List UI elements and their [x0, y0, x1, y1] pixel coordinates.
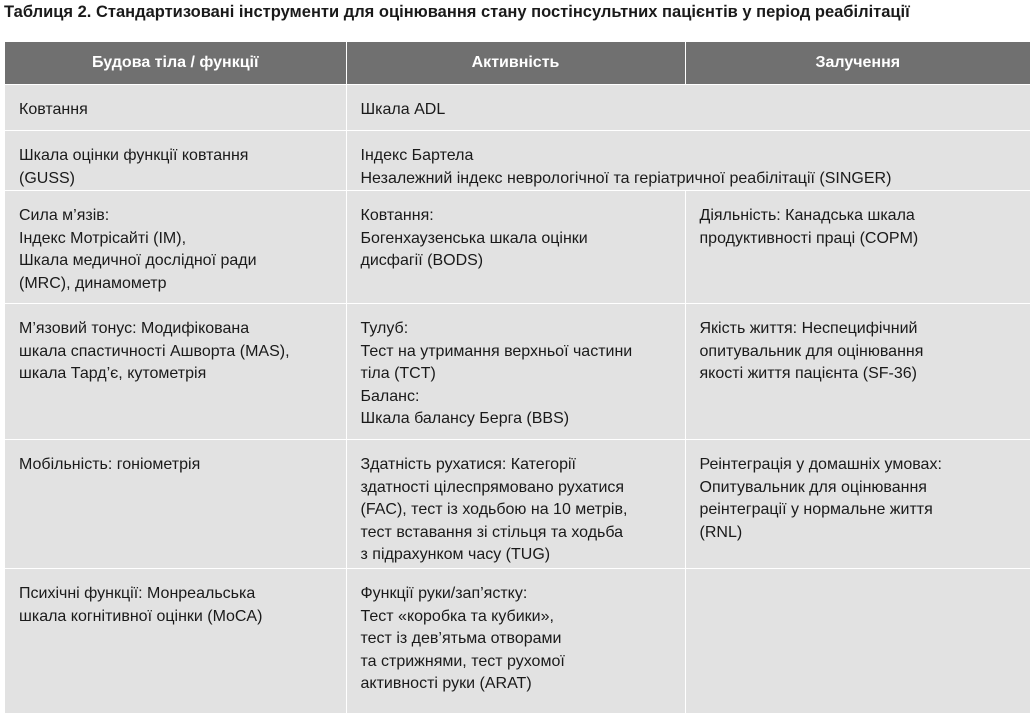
cell-activity — [346, 304, 685, 440]
cell-body-functions — [5, 85, 346, 131]
cell-line: Діяльність: Канадська шкала — [699, 207, 915, 224]
cell-participation — [685, 304, 1030, 440]
cell-line: опитувальник для оцінювання — [699, 342, 924, 360]
cell-line: (GUSS) — [19, 169, 75, 187]
cell-line: Тулуб: — [360, 320, 409, 337]
cell-line: (MRC), динамометр — [19, 274, 167, 292]
cell-line: М’язовий тонус: Модифікована — [19, 320, 250, 337]
cell-line: Здатність рухатися: Категорії — [360, 456, 576, 473]
cell-line: (FAC), тест із ходьбою на 10 метрів, — [360, 501, 628, 518]
cell-line: продуктивності праці (COPM) — [699, 229, 919, 247]
cell-line: Шкала медичної дослідної ради — [19, 252, 257, 269]
cell-line: тіла (TCT) — [360, 365, 436, 382]
cell-activity — [346, 131, 1030, 191]
cell-line: Шкала оцінки функції ковтання — [19, 147, 249, 164]
cell-line: реінтеграції у нормальне життя — [699, 501, 933, 518]
table-row — [5, 85, 1030, 131]
cell-line: Сила м’язів: — [19, 207, 110, 224]
cell-line: Баланс: — [360, 387, 420, 405]
cell-line: Мобільність: гоніометрія — [19, 456, 201, 473]
cell-line: шкала когнітивної оцінки (MoCA) — [19, 607, 263, 625]
cell-line: Індекс Бартела — [360, 147, 474, 164]
cell-line: тест із дев’ятьма отворами — [360, 630, 562, 647]
header-activity: Активність — [346, 42, 685, 85]
cell-line: Ковтання — [19, 101, 88, 118]
cell-line: (RNL) — [699, 523, 743, 541]
cell-body-functions — [5, 304, 346, 440]
cell-line: та стрижнями, тест рухомої — [360, 652, 565, 670]
cell-line: Шкала ADL — [360, 101, 446, 118]
cell-line: Тест на утримання верхньої частини — [360, 342, 633, 360]
cell-line: Психічні функції: Монреальська — [19, 585, 256, 602]
cell-line: Реінтеграція у домашніх умовах: — [699, 456, 942, 473]
cell-body-functions — [5, 191, 346, 304]
cell-line: Якість життя: Неспецифічний — [699, 320, 918, 337]
cell-activity — [346, 440, 685, 569]
cell-line: Тест «коробка та кубики», — [360, 607, 554, 625]
cell-body-functions — [5, 440, 346, 569]
cell-line: здатності цілеспрямовано рухатися — [360, 478, 625, 496]
cell-line: якості життя пацієнта (SF-36) — [699, 365, 917, 382]
cell-line: Опитувальник для оцінювання — [699, 478, 927, 496]
cell-activity — [346, 85, 1030, 131]
cell-line: шкала спастичності Ашворта (MAS), — [19, 342, 290, 360]
assessment-table — [5, 42, 1030, 713]
cell-line: Індекс Мотрісайті (IM), — [19, 229, 187, 247]
header-participation: Залучення — [685, 42, 1030, 85]
table-row — [5, 440, 1030, 569]
cell-participation — [685, 569, 1030, 714]
cell-line: Функції руки/зап’ястку: — [360, 585, 528, 602]
table-row — [5, 131, 1030, 191]
cell-line: активності руки (ARAT) — [360, 675, 532, 692]
cell-activity — [346, 191, 685, 304]
cell-activity — [346, 569, 685, 714]
table-row — [5, 304, 1030, 440]
cell-line: тест вставання зі стільця та ходьба — [360, 523, 624, 541]
cell-participation — [685, 440, 1030, 569]
table-row — [5, 191, 1030, 304]
cell-line: Шкала балансу Берга (BBS) — [360, 410, 570, 427]
header-row — [5, 42, 1030, 85]
cell-body-functions — [5, 131, 346, 191]
header-body-functions: Будова тіла / функції — [5, 42, 346, 85]
table-row — [5, 569, 1030, 714]
cell-line: Незалежний індекс неврологічної та геріатричної реабілітації (SINGER) — [360, 169, 892, 187]
cell-body-functions — [5, 569, 346, 714]
table-title: Таблиця 2. Стандартизовані інструменти для оцінювання стану постінсультних пацієнтів у період реабілітації — [4, 3, 910, 21]
cell-line: Богенхаузенська шкала оцінки — [360, 229, 588, 247]
cell-line: Ковтання: — [360, 207, 434, 224]
cell-line: шкала Тард’є, кутометрія — [19, 365, 207, 382]
cell-line: дисфагії (BODS) — [360, 252, 484, 269]
cell-line: з підрахунком часу (TUG) — [360, 546, 551, 563]
cell-participation — [685, 191, 1030, 304]
